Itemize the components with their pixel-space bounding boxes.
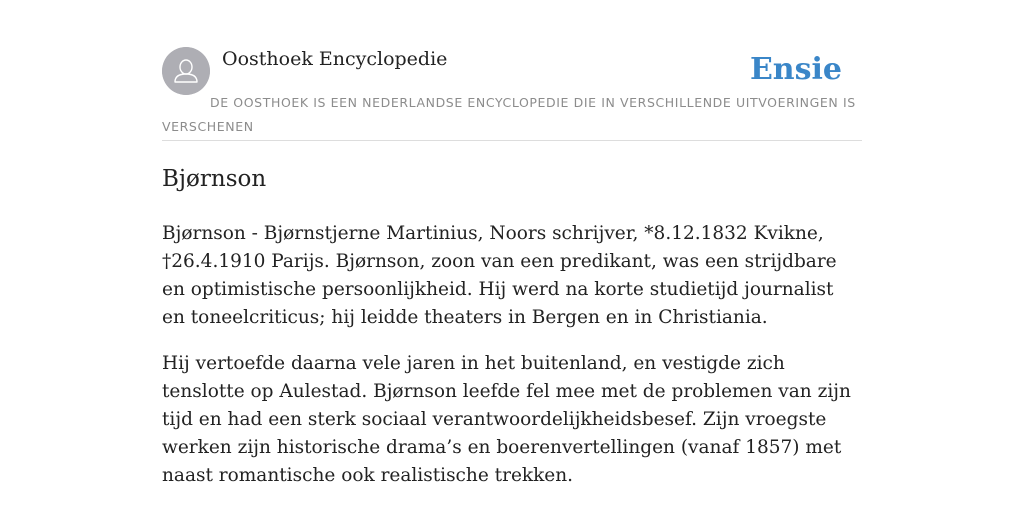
- article-title: Bjørnson: [162, 166, 267, 192]
- article-paragraph: Bjørnson - Bjørnstjerne Martinius, Noors schrijver, *8.12.1832 Kvikne, †26.4.1910 Parijs. Bjørnson, zoon van een predikant, was een strijdbare en optimistische persoonlijkheid. Hij werd na korte studietijd journalist en toneelcriticus; hij leidde theaters in Bergen en in Christiania.: [162, 223, 837, 328]
- brand-logo[interactable]: Ensie: [749, 52, 842, 87]
- source-title[interactable]: Oosthoek Encyclopedie: [222, 48, 448, 70]
- source-header: [162, 46, 862, 141]
- avatar-silhouette: [162, 47, 210, 95]
- source-tagline: DE OOSTHOEK IS EEN NEDERLANDSE ENCYCLOPEDIE DIE IN VERSCHILLENDE UITVOERINGEN IS VERSCHENEN: [162, 95, 856, 134]
- article: [162, 160, 862, 508]
- article-paragraph: Hij vertoefde daarna vele jaren in het buitenland, en vestigde zich tenslotte op Aulestad. Bjørnson leefde fel mee met de problemen van zijn tijd en had een sterk sociaal verantwoordelijkheidsbesef. Zijn vroegste werken zijn historische drama’s en boerenvertellingen (vanaf 1857) met naast romantische ook realistische trekken.: [162, 353, 851, 486]
- user-avatar-icon[interactable]: [162, 47, 210, 95]
